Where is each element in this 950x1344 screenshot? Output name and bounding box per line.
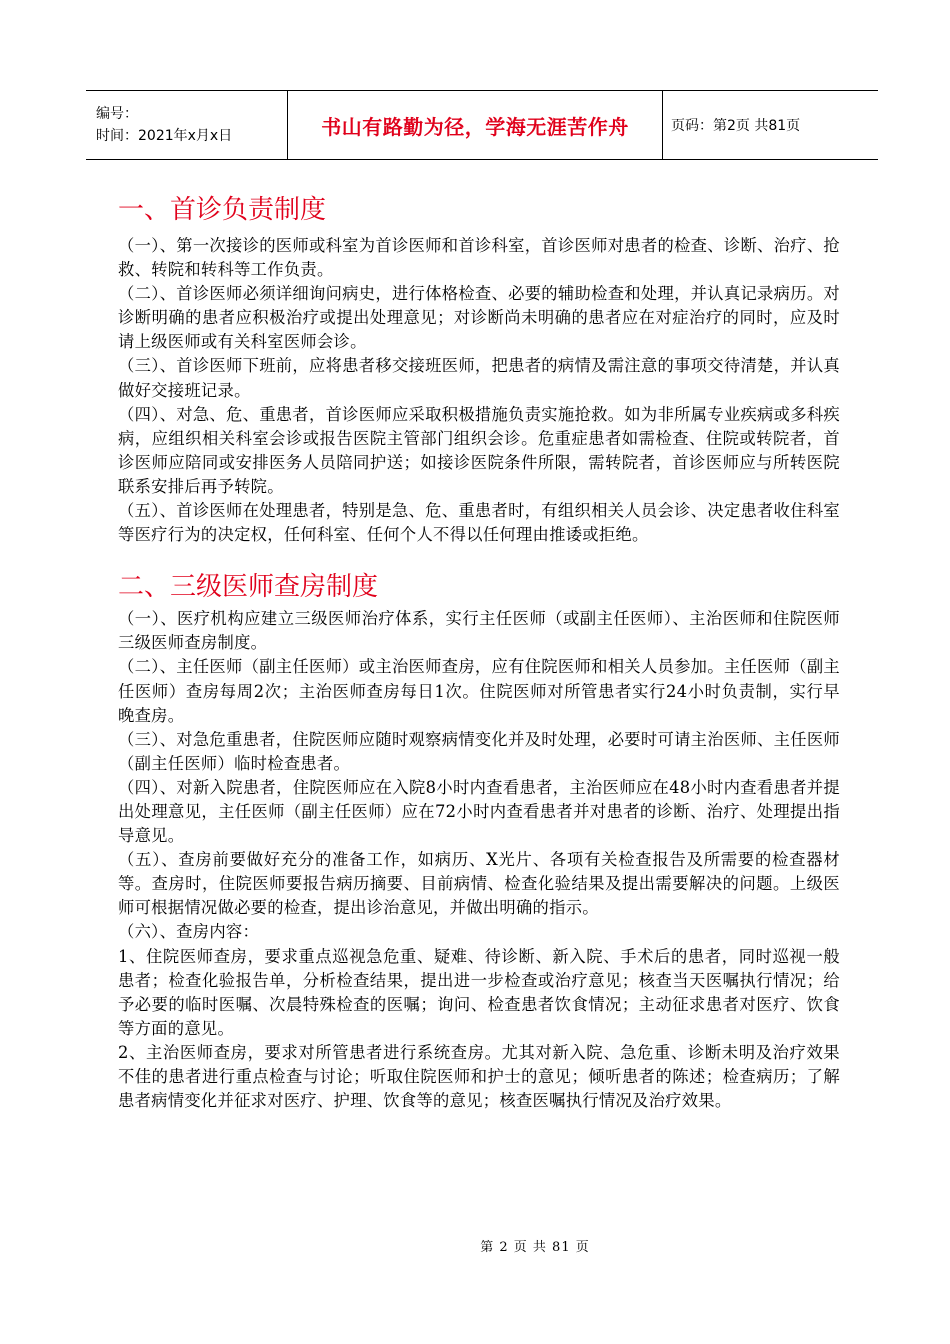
document-body (118, 190, 840, 1113)
paragraph: （四）、对新入院患者，住院医师应在入院8小时内查看患者，主治医师应在48小时内查看患者并提出处理意见，主任医师（副主任医师）应在72小时内查看患者并对患者的诊断、治疗、处理提出指导意见。 (118, 777, 840, 846)
paragraph: 2、主治医师查房，要求对所管患者进行系统查房。尤其对新入院、急危重、诊断未明及治疗效果不佳的患者进行重点检查与讨论；听取住院医师和护士的意见；倾听患者的陈述；检查病历；了解患者病情变化并征求对医疗、护理、饮食等的意见；核查医嘱执行情况及治疗效果。 (118, 1042, 840, 1111)
paragraph: （五）、首诊医师在处理患者，特别是急、危、重患者时，有组织相关人员会诊、决定患者收住科室等医疗行为的决定权，任何科室、任何个人不得以任何理由推诿或拒绝。 (118, 501, 840, 545)
page-footer: 第 2 页 共 81 页 (480, 1240, 590, 1255)
section-ward-rounds (118, 567, 840, 1113)
paragraph: （二）、主任医师（副主任医师）或主治医师查房，应有住院医师和相关人员参加。主任医师（副主任医师）查房每周2次；主治医师查房每日1次。住院医师对所管患者实行24小时负责制，实行早晚查房。 (118, 657, 840, 725)
page-info: 页码：第2页 共81页 (671, 118, 801, 134)
paragraph: （五）、查房前要做好充分的准备工作，如病历、X光片、各项有关检查报告及所需要的检查器材等。查房时，住院医师要报告病历摘要、目前病情、检查化验结果及提出需要解决的问题。上级医师可根据情况做必要的检查，提出诊治意见，并做出明确的指示。 (118, 850, 840, 918)
document-header (86, 90, 878, 160)
section-first-diagnosis (118, 190, 840, 547)
paragraph: （三）、对急危重患者，住院医师应随时观察病情变化并及时处理，必要时可请主治医师、主任医师（副主任医师）临时检查患者。 (118, 729, 840, 773)
number-label: 编号： (96, 106, 138, 122)
paragraph: （三）、首诊医师下班前，应将患者移交接班医师，把患者的病情及需注意的事项交待清楚，并认真做好交接班记录。 (118, 356, 840, 400)
section-title: 二、三级医师查房制度 (118, 572, 379, 603)
paragraph: （六）、查房内容： (118, 922, 260, 942)
section-title: 一、首诊负责制度 (118, 195, 327, 225)
paragraph: （二）、首诊医师必须详细询问病史，进行体格检查、必要的辅助检查和处理，并认真记录病历。对诊断明确的患者应积极治疗或提出处理意见；对诊断尚未明确的患者应在对症治疗的同时，应及时请上级医师或有关科室医师会诊。 (118, 284, 840, 352)
paragraph: （四）、对急、危、重患者，首诊医师应采取积极措施负责实施抢救。如为非所属专业疾病或多科疾病，应组织相关科室会诊或报告医院主管部门组织会诊。危重症患者如需检查、住院或转院者，首诊医师应陪同或安排医务人员陪同护送；如接诊医院条件所限，需转院者，首诊医师应与所转医院联系安排后再予转院。 (118, 404, 840, 496)
header-motto-cell (287, 91, 663, 159)
paragraph: （一）、医疗机构应建立三级医师治疗体系，实行主任医师（或副主任医师）、主治医师和住院医师三级医师查房制度。 (118, 609, 840, 653)
paragraph: 1、住院医师查房，要求重点巡视急危重、疑难、待诊断、新入院、手术后的患者，同时巡视一般患者；检查化验报告单，分析检查结果，提出进一步检查或治疗意见；核查当天医嘱执行情况；给予必要的临时医嘱、次晨特殊检查的医嘱；询问、检查患者饮食情况；主动征求患者对医疗、饮食等方面的意见。 (118, 946, 840, 1038)
header-page-cell (663, 91, 878, 159)
header-left-cell (86, 91, 287, 159)
motto-text: 书山有路勤为径，学海无涯苦作舟 (321, 114, 629, 139)
time-label: 时间：2021年x月x日 (96, 128, 233, 144)
paragraph: （一）、第一次接诊的医师或科室为首诊医师和首诊科室，首诊医师对患者的检查、诊断、治疗、抢救、转院和转科等工作负责。 (118, 236, 840, 280)
